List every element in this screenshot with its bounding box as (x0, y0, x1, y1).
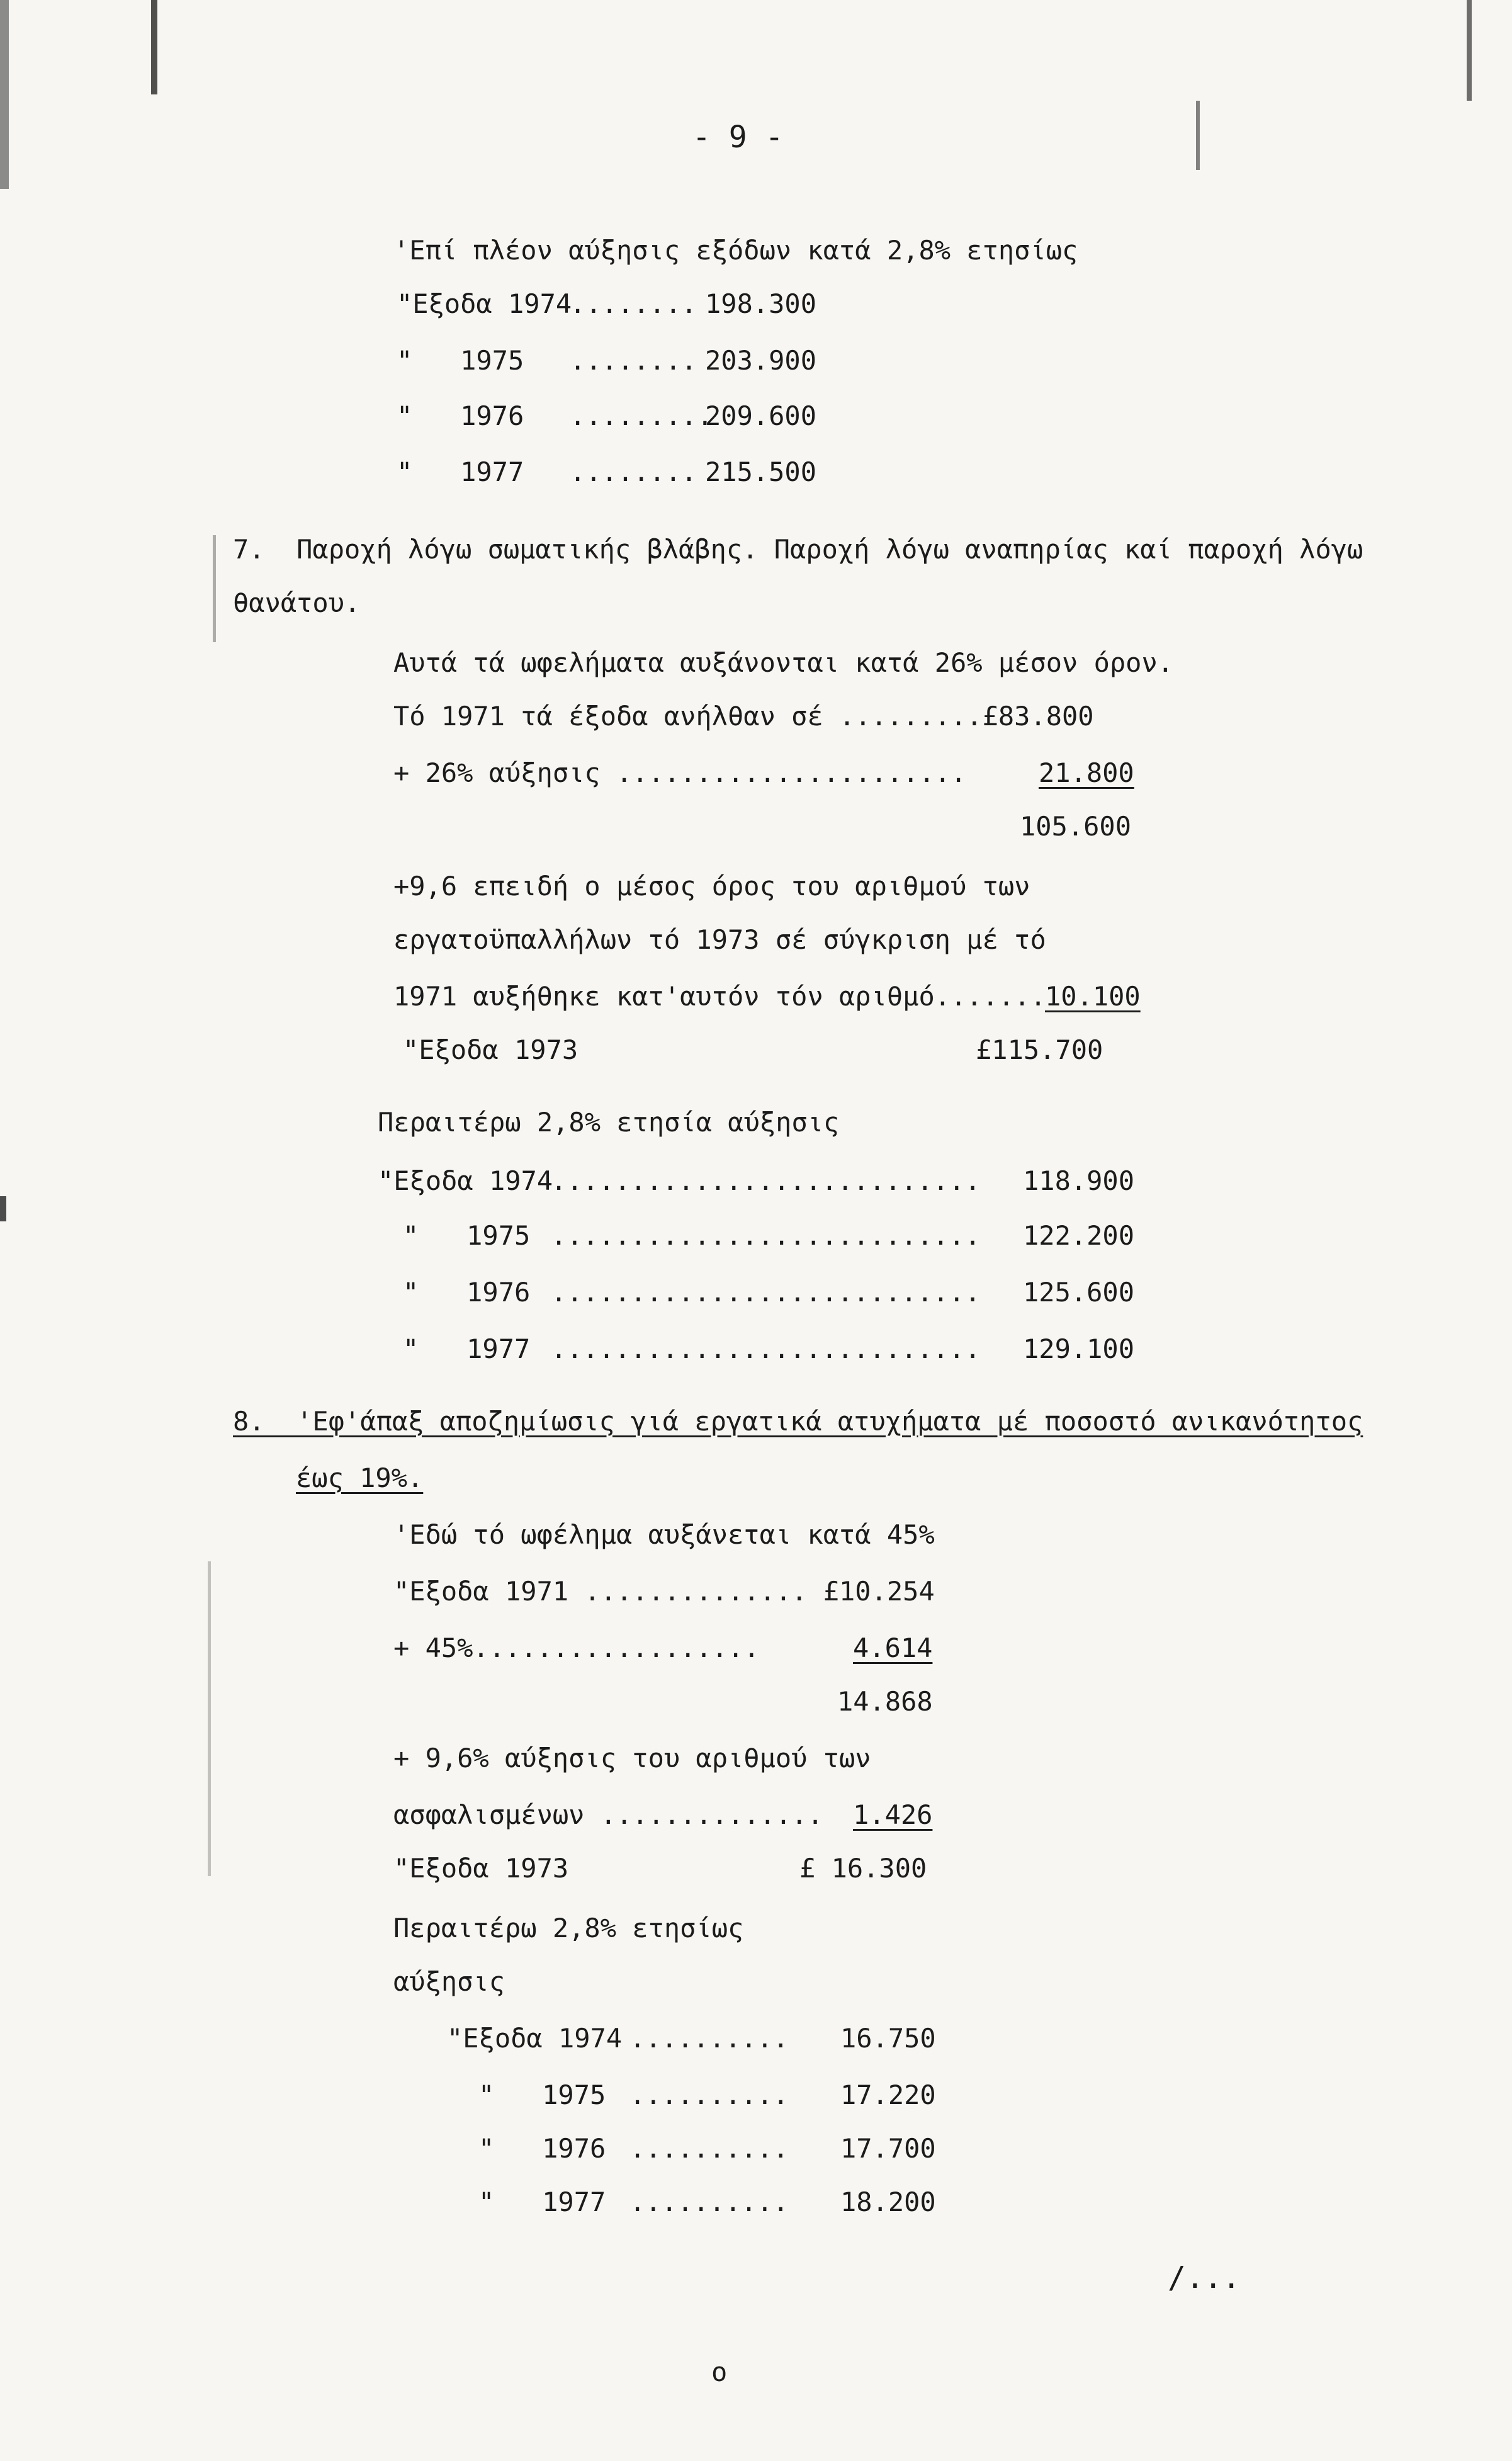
scan-edge-bracket (1196, 101, 1200, 170)
row-value: 16.750 (840, 2023, 936, 2054)
row-dots: .......... (629, 2133, 789, 2164)
page-number: - 9 - (692, 120, 784, 155)
row-label: " 1975 (403, 1220, 531, 1251)
row-dots: .......... (629, 2187, 789, 2217)
row-dots: ........ (570, 456, 697, 487)
section-8-p3-value: 4.614 (853, 1632, 933, 1663)
row-label: " 1975 (397, 345, 524, 376)
continuation-mark: /... (1168, 2260, 1241, 2295)
section-8-total-label: "Εξοδα 1973 (393, 1853, 569, 1884)
row-value: 17.700 (840, 2133, 936, 2164)
row-dots: ........................... (551, 1165, 981, 1196)
scan-edge-left (0, 0, 9, 189)
row-value: 118.900 (1023, 1165, 1135, 1196)
section-8-heading: 8. 'Εφ'άπαξ αποζημίωσις γιά εργατικά ατυχήματα μέ ποσοστό ανικανότητος (233, 1406, 1363, 1437)
section-8-p3: + 45%.................. (393, 1632, 760, 1663)
scan-edge-mark (151, 0, 157, 94)
row-label: "Εξοδα 1974 (397, 288, 572, 319)
section-8-total-value: £ 16.300 (799, 1853, 927, 1884)
row-label: " 1977 (403, 1333, 531, 1364)
row-value: 129.100 (1023, 1333, 1135, 1364)
section-7-p3-value: 21.800 (1039, 757, 1134, 788)
section-7-p4: +9,6 επειδή ο μέσος όρος του αριθμού των (393, 871, 1030, 902)
scan-edge-right (1467, 0, 1472, 101)
row-value: 125.600 (1023, 1277, 1135, 1308)
section-7-p5: εργατοϋπαλλήλων τό 1973 σέ σύγκριση μέ τό (393, 924, 1046, 955)
row-dots: .......... (629, 2023, 789, 2054)
speck (0, 1196, 6, 1221)
speck (208, 1561, 211, 1876)
section-8-p5-value: 1.426 (853, 1799, 933, 1830)
row-label: " 1977 (397, 456, 524, 487)
section-8-p5: ασφαλισμένων .............. (393, 1799, 823, 1830)
speck (213, 535, 216, 642)
section-8-p4: + 9,6% αύξησις του αριθμού των (393, 1743, 871, 1774)
section-8-subtotal: 14.868 (837, 1686, 933, 1717)
section-7-p6: 1971 αυξήθηκε κατ'αυτόν τόν αριθμό....... (393, 981, 1046, 1012)
section-7-p1: Αυτά τά ωφελήματα αυξάνονται κατά 26% μέσον όρον. (393, 647, 1174, 678)
row-dots: .......... (629, 2079, 789, 2110)
row-dots: ........ (570, 345, 697, 376)
section-7-subtotal: 105.600 (1020, 811, 1132, 842)
section-7-heading: 7. Παροχή λόγω σωματικής βλάβης. Παροχή λόγω αναπηρίας καί παροχή λόγω (233, 534, 1363, 565)
section-8-p2: "Εξοδα 1971 .............. £10.254 (393, 1576, 935, 1607)
row-dots: ........ (570, 288, 697, 319)
row-value: 203.900 (705, 345, 817, 376)
intro-line: 'Επί πλέον αύξησις εξόδων κατά 2,8% ετησίως (393, 235, 1078, 266)
row-dots: ........................... (551, 1277, 981, 1308)
section-7-p3: + 26% αύξησις ...................... (393, 757, 967, 788)
row-value: 17.220 (840, 2079, 936, 2110)
row-value: 209.600 (705, 400, 817, 431)
row-value: 18.200 (840, 2187, 936, 2217)
section-8-p1: 'Εδώ τό ωφέλημα αυξάνεται κατά 45% (393, 1519, 935, 1550)
section-7-total-value: £115.700 (976, 1034, 1103, 1065)
row-value: 198.300 (705, 288, 817, 319)
row-label: " 1977 (478, 2187, 606, 2217)
section-7-further: Περαιτέρω 2,8% ετησία αύξησις (378, 1107, 840, 1138)
section-8-further-2: αύξησις (393, 1966, 505, 1997)
section-7-heading-cont: θανάτου. (233, 587, 361, 618)
section-7-p6-value: 10.100 (1045, 981, 1141, 1012)
row-label: " 1976 (397, 400, 524, 431)
section-8-further-1: Περαιτέρω 2,8% ετησίως (393, 1913, 744, 1943)
row-label: " 1976 (478, 2133, 606, 2164)
row-dots: ........................... (551, 1333, 981, 1364)
section-7-p2: Τό 1971 τά έξοδα ανήλθαν σέ .........£83.800 (393, 701, 1094, 732)
row-dots: ......... (570, 400, 713, 431)
section-8-heading-cont: έως 19%. (296, 1462, 424, 1493)
row-value: 215.500 (705, 456, 817, 487)
row-label: " 1975 (478, 2079, 606, 2110)
row-label: " 1976 (403, 1277, 531, 1308)
row-dots: ........................... (551, 1220, 981, 1251)
row-value: 122.200 (1023, 1220, 1135, 1251)
row-label: "Εξοδα 1974 (378, 1165, 553, 1196)
footer-mark: o (711, 2356, 728, 2387)
row-label: "Εξοδα 1974 (447, 2023, 623, 2054)
section-7-total-label: "Εξοδα 1973 (403, 1034, 578, 1065)
